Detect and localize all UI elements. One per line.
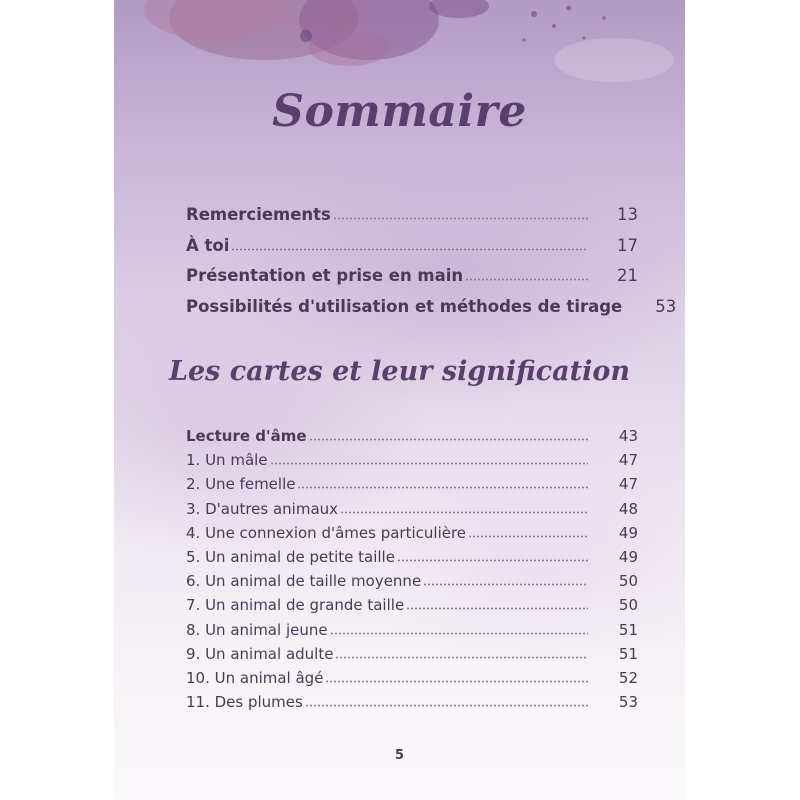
toc-entry-page: 53 bbox=[618, 693, 638, 712]
dot-leader bbox=[397, 559, 588, 562]
toc-entry[interactable] bbox=[186, 693, 638, 717]
toc-entry-page: 51 bbox=[618, 644, 638, 663]
toc-entry[interactable] bbox=[186, 475, 638, 499]
toc-entry-page: 47 bbox=[618, 451, 638, 470]
table-of-contents-cards bbox=[186, 427, 638, 717]
toc-entry-page: 21 bbox=[617, 266, 638, 285]
dot-leader bbox=[309, 438, 588, 441]
toc-entry-label: À toi bbox=[186, 235, 230, 255]
toc-entry-label: 3. D'autres animaux bbox=[186, 499, 339, 518]
toc-entry-page: 17 bbox=[617, 235, 638, 255]
toc-entry-label: 11. Des plumes bbox=[186, 693, 303, 712]
toc-entry-label: 7. Un animal de grande taille bbox=[186, 596, 405, 615]
page-title: Sommaire bbox=[272, 86, 527, 137]
toc-entry-label: 4. Une connexion d'âmes particulière bbox=[186, 523, 467, 542]
toc-entry[interactable] bbox=[186, 548, 638, 572]
toc-entry[interactable] bbox=[186, 621, 638, 645]
toc-entry-page: 51 bbox=[618, 620, 638, 639]
toc-entry-page: 47 bbox=[618, 475, 638, 494]
toc-entry-label: Remerciements bbox=[186, 205, 331, 224]
toc-entry-label: Présentation et prise en main bbox=[186, 266, 464, 285]
toc-entry-label: 8. Un animal jeune bbox=[186, 620, 328, 639]
toc-entry-page: 49 bbox=[618, 547, 638, 566]
toc-entry-label: 10. Un animal âgé bbox=[186, 668, 324, 687]
toc-entry-page: 13 bbox=[617, 205, 638, 224]
dot-leader bbox=[406, 607, 588, 610]
page-number: 5 bbox=[394, 748, 405, 763]
table-of-contents-main bbox=[186, 205, 677, 327]
toc-entry[interactable] bbox=[186, 596, 638, 620]
toc-entry[interactable] bbox=[186, 266, 638, 297]
dot-leader bbox=[325, 680, 588, 683]
dot-leader bbox=[423, 583, 588, 586]
toc-entry-label: 9. Un animal adulte bbox=[186, 644, 334, 663]
toc-entry[interactable] bbox=[186, 205, 638, 236]
dot-leader bbox=[305, 704, 588, 707]
toc-entry-page: 48 bbox=[618, 499, 638, 518]
toc-entry[interactable] bbox=[186, 669, 638, 693]
toc-entry-page: 50 bbox=[618, 596, 638, 615]
toc-entry-page: 52 bbox=[618, 668, 638, 687]
dot-leader bbox=[231, 248, 588, 251]
toc-entry-label: 2. Une femelle bbox=[186, 475, 296, 494]
toc-entry[interactable] bbox=[186, 524, 638, 548]
dot-leader bbox=[330, 632, 588, 635]
toc-entry-page: 49 bbox=[618, 523, 638, 542]
toc-entry[interactable] bbox=[186, 427, 638, 451]
dot-leader bbox=[335, 656, 588, 659]
toc-entry-label: 5. Un animal de petite taille bbox=[186, 547, 395, 566]
dot-leader bbox=[333, 217, 588, 220]
toc-entry[interactable] bbox=[186, 645, 638, 669]
toc-entry-label: Lecture d'âme bbox=[186, 427, 307, 445]
toc-entry[interactable] bbox=[186, 500, 638, 524]
toc-entry-page: 43 bbox=[618, 427, 638, 445]
dot-leader bbox=[270, 462, 588, 465]
toc-entry[interactable] bbox=[186, 572, 638, 596]
toc-entry-page: 50 bbox=[618, 572, 638, 591]
dot-leader bbox=[340, 511, 588, 514]
dot-leader bbox=[465, 278, 588, 281]
toc-entry-page: 53 bbox=[655, 296, 677, 316]
dot-leader bbox=[297, 486, 588, 489]
toc-entry-label: 6. Un animal de taille moyenne bbox=[186, 572, 422, 591]
book-page bbox=[114, 0, 685, 800]
toc-entry-label: 1. Un mâle bbox=[186, 451, 268, 470]
toc-entry-label: Possibilités d'utilisation et méthodes de tirage bbox=[186, 296, 623, 316]
dot-leader bbox=[468, 535, 588, 538]
toc-entry[interactable] bbox=[186, 451, 638, 475]
toc-entry[interactable] bbox=[186, 236, 638, 267]
section-title: Les cartes et leur signification bbox=[168, 356, 631, 387]
toc-entry[interactable] bbox=[186, 296, 677, 328]
